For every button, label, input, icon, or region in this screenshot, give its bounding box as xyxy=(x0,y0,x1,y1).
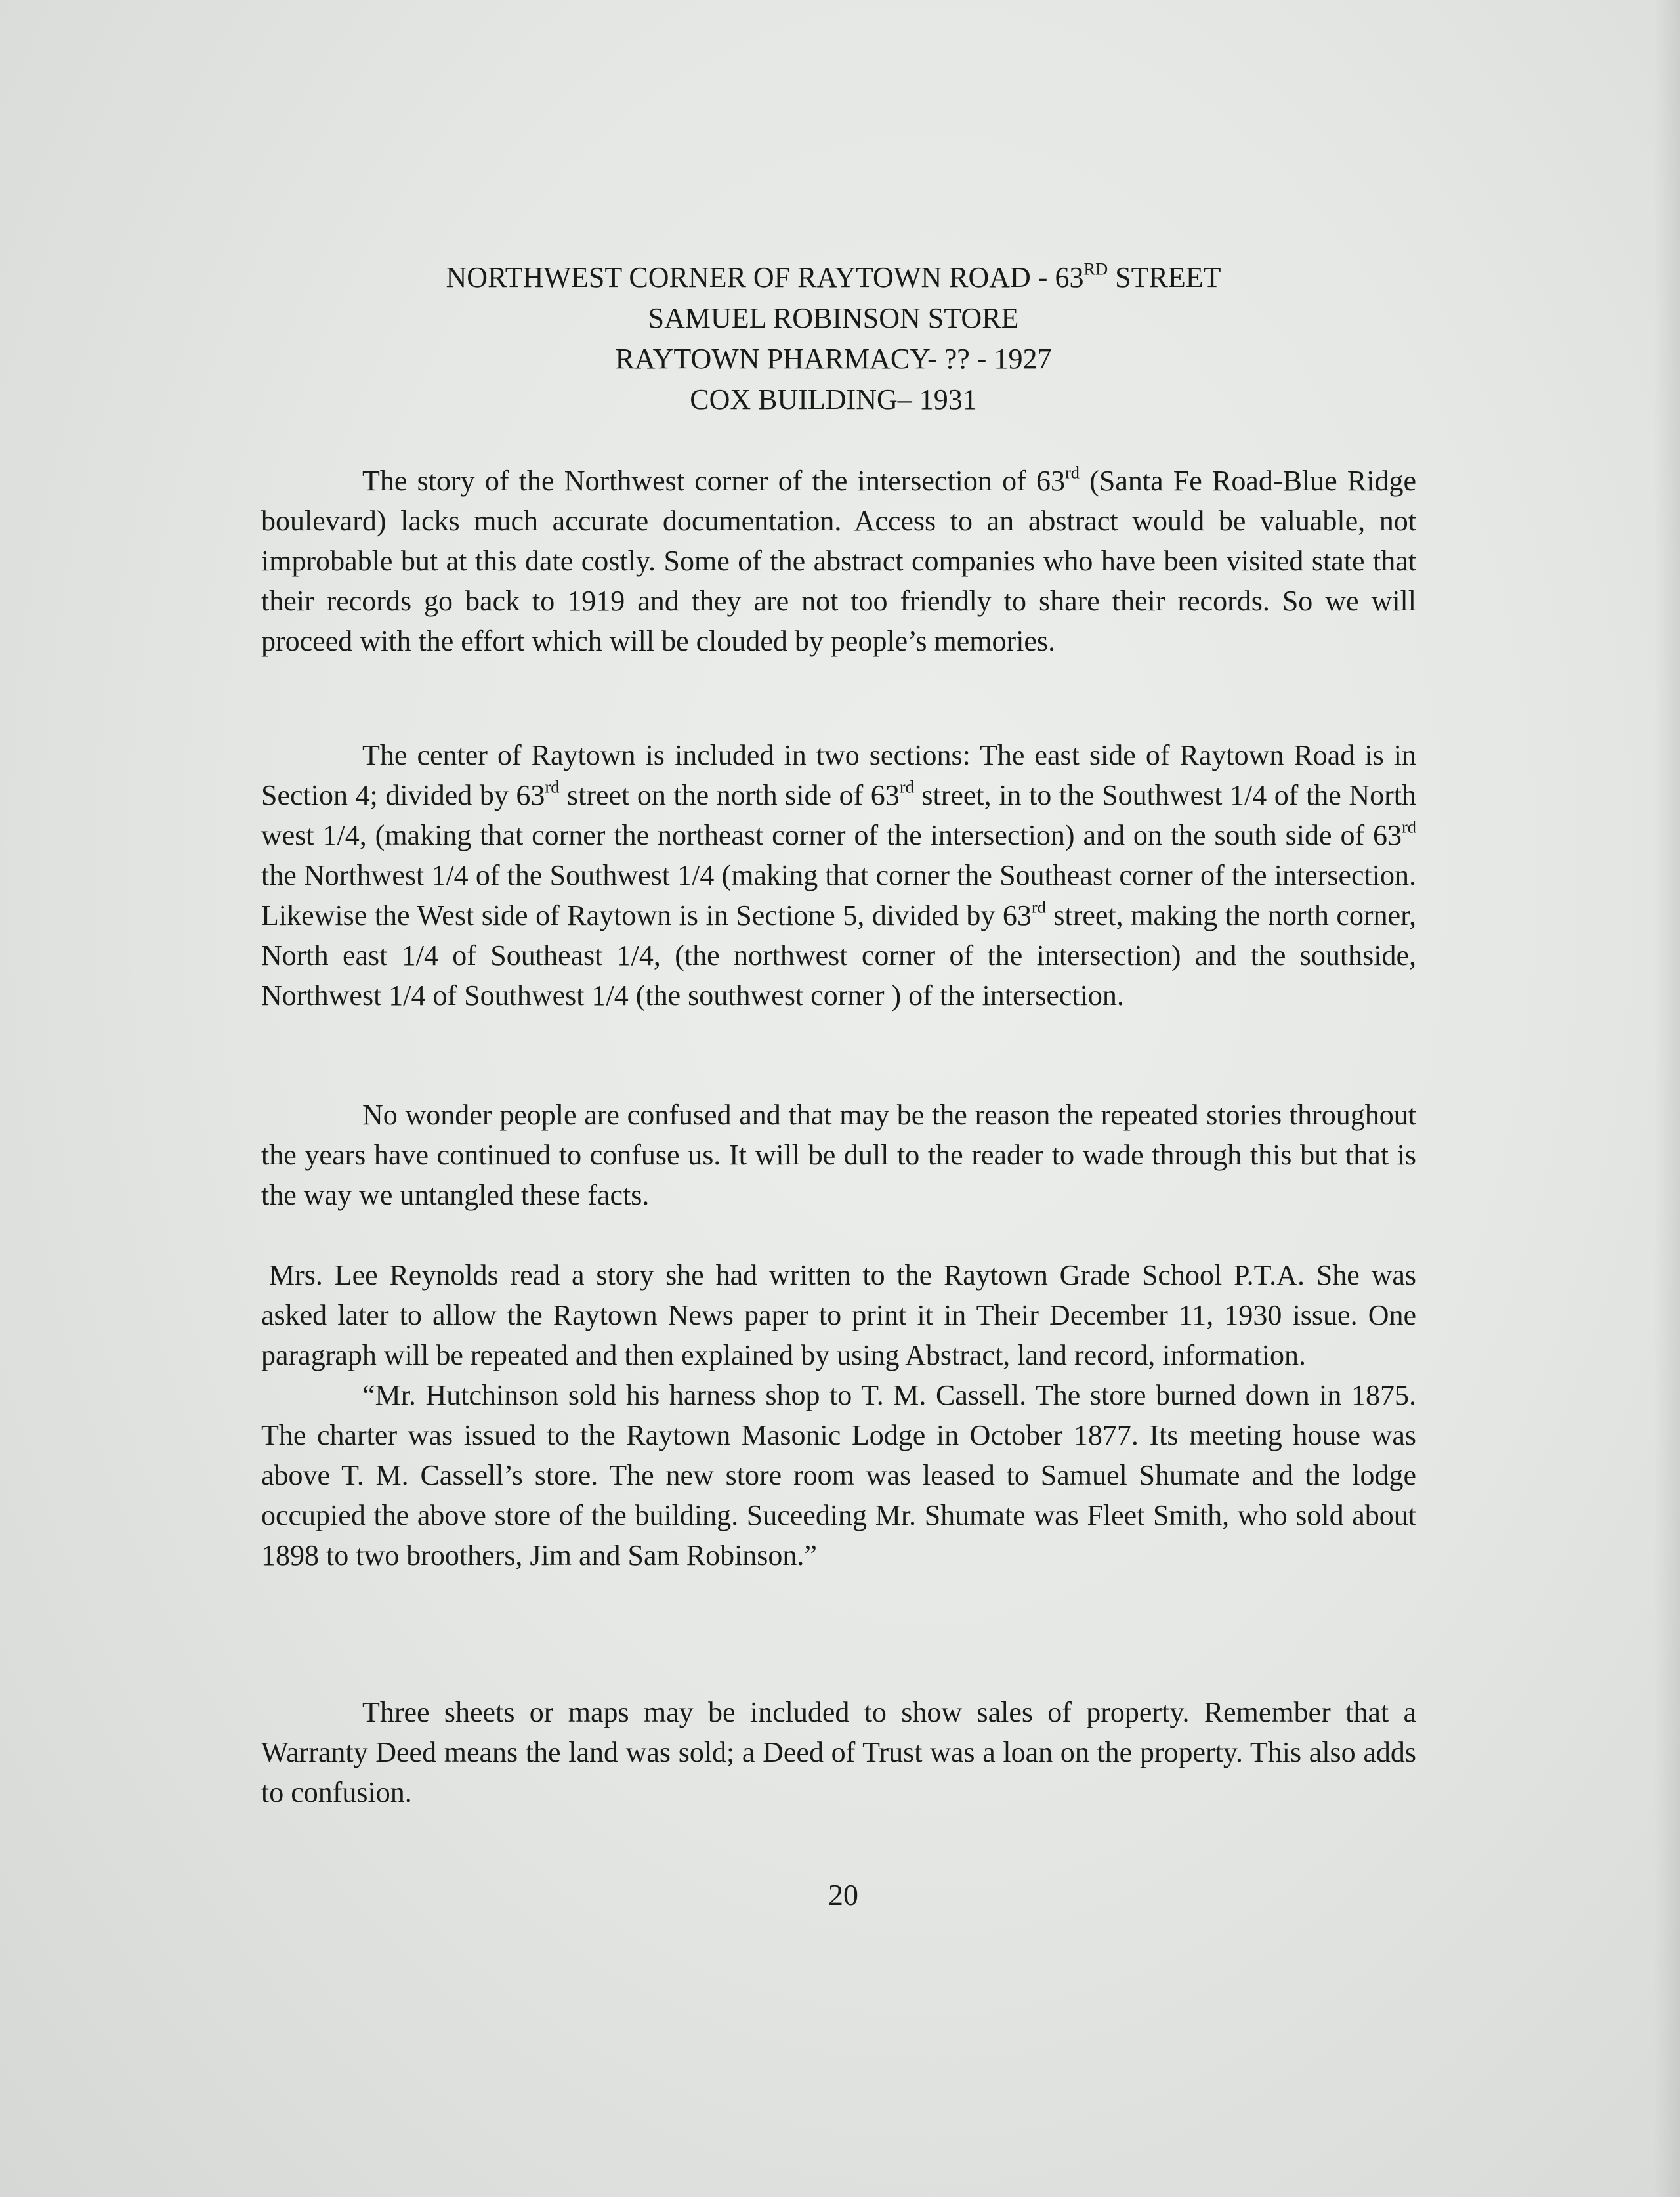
superscript-rd: RD xyxy=(1083,259,1108,279)
heading-block xyxy=(0,257,1667,420)
heading-line-3: RAYTOWN PHARMACY- ?? - 1927 xyxy=(615,343,1052,375)
paragraph-story-intro: The story of the Northwest corner of the intersection of 63rd (Santa Fe Road-Blue Ridge boulevard) lacks much accurate documentation. Access to an abstract would be valuable, not improbable but at this date costly. Some of the abstract companies who have been visited state that their records go back to 1919 and they are not too friendly to share their records. So we will proceed with the effort which will be clouded by people’s memories. xyxy=(261,462,1416,657)
paragraph-maps: Three sheets or maps may be included to show sales of property. Remember that a Warranty Deed means the land was sold; a Deed of Trust was a loan on the property. This also adds to confusion. xyxy=(261,1696,1416,1808)
heading-line-4: COX BUILDING– 1931 xyxy=(690,383,977,416)
paragraph-reynolds-story xyxy=(261,1255,1416,1575)
paragraph-sections: The center of Raytown is included in two sections: The east side of Raytown Road is in Section 4; divided by 63rd street on the north side of 63rd street, in to the Southwest 1/4 of the North west 1/4, (making that corner the northeast corner of the intersection) and on the south side of 63rd the Northwest 1/4 of the Southwest 1/4 (making that corner the Southeast corner of the intersection. Likewise the West side of Raytown is in Sectione 5, divided by 63rd street, making the north corner, North east 1/4 of Southeast 1/4, (the northwest corner of the intersection) and the southside, Northwest 1/4 of Southwest 1/4 (the southwest corner ) of the intersection. xyxy=(261,739,1416,1012)
paragraph-reynolds-intro: Mrs. Lee Reynolds read a story she had written to the Raytown Grade School P.T.A. She was asked later to allow the Raytown News paper to print it in Their December 11, 1930 issue. One paragraph will be repeated and then explained by using Abstract, land record, information. xyxy=(261,1259,1416,1371)
paragraph-reynolds-quote: “Mr. Hutchinson sold his harness shop to T. M. Cassell. The store burned down in 1875. The charter was issued to the Raytown Masonic Lodge in October 1877. Its meeting house was above T. M. Cassell’s store. The new store room was leased to Samuel Shumate and the lodge occupied the above store of the building. Suceeding Mr. Shumate was Fleet Smith, who sold about 1898 to two broothers, Jim and Sam Robinson.” xyxy=(261,1379,1416,1571)
page-number: 20 xyxy=(828,1878,858,1911)
paragraph-confusion: No wonder people are confused and that may be the reason the repeated stories throughout the years have continued to confuse us. It will be dull to the reader to wade through this but that is the way we untangled these facts. xyxy=(261,1099,1416,1211)
heading-line-2: SAMUEL ROBINSON STORE xyxy=(648,302,1019,334)
heading-line-1: NORTHWEST CORNER OF RAYTOWN ROAD - 63RD STREET xyxy=(446,259,1221,293)
